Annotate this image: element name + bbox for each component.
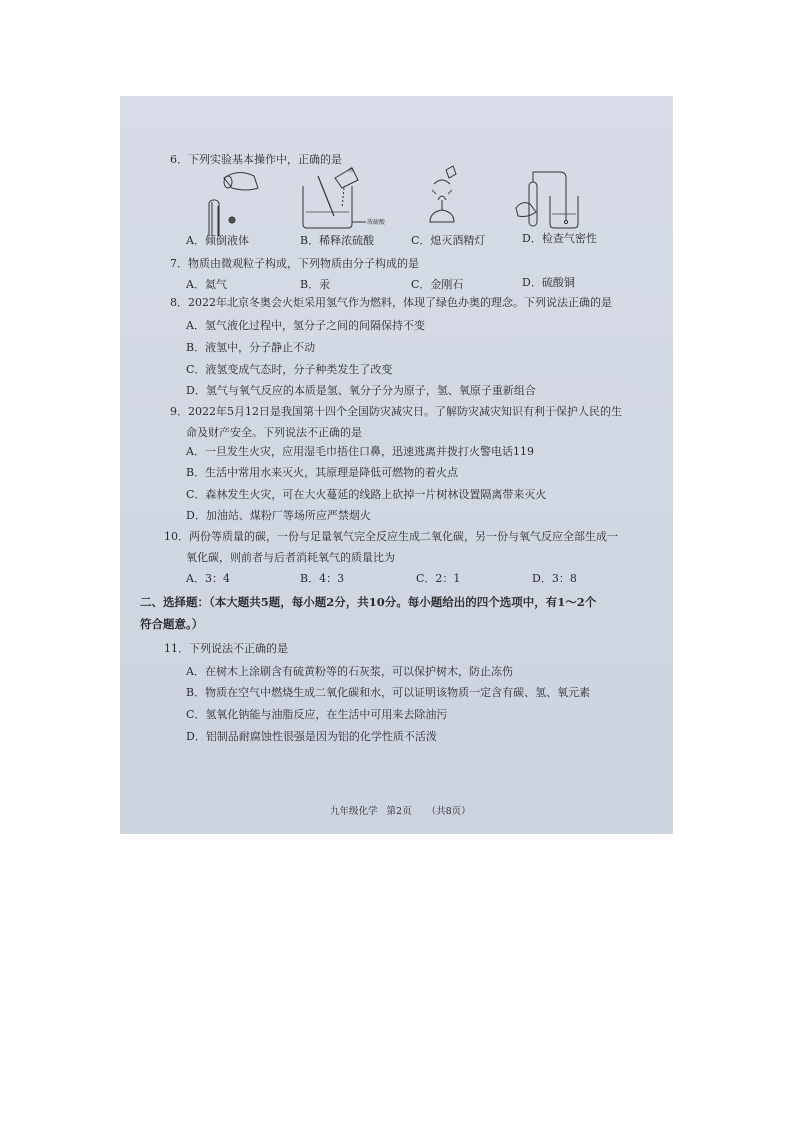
q10-option-c: C．2：1 bbox=[416, 572, 461, 585]
q9-stem-line2: 命及财产安全。下列说法不正确的是 bbox=[186, 426, 362, 439]
q10-stem-line2: 氧化碳，则前者与后者消耗氧气的质量比为 bbox=[186, 551, 395, 564]
q8-stem: 8．2022年北京冬奥会火炬采用氢气作为燃料，体现了绿色办奥的理念。下列说法正确的是 bbox=[170, 296, 612, 309]
q8-option-a: A．氢气液化过程中，氢分子之间的间隔保持不变 bbox=[186, 319, 425, 332]
q10-option-b: B．4：3 bbox=[300, 572, 345, 585]
q8-option-d: D．氢气与氧气反应的本质是氢、氧分子分为原子，氢、氧原子重新组合 bbox=[186, 384, 536, 397]
footer-total: （共8页） bbox=[426, 806, 471, 817]
q7-option-d: D．硫酸铜 bbox=[522, 276, 575, 289]
fig-label-acid: 浓硫酸 bbox=[367, 219, 386, 226]
q7-option-a: A．氦气 bbox=[186, 278, 227, 291]
q10-option-a: A．3：4 bbox=[186, 572, 230, 585]
section2-heading-line1: 二、选择题：（本大题共5题，每小题2分，共10分。每小题给出的四个选项中，有1～2个 bbox=[140, 595, 597, 609]
q11-option-b: B．物质在空气中燃烧生成二氧化碳和水，可以证明该物质一定含有碳、氢、氧元素 bbox=[186, 686, 591, 699]
figure-airtightness bbox=[516, 172, 578, 228]
q11-option-d: D．铝制品耐腐蚀性很强是因为铝的化学性质不活泼 bbox=[186, 730, 437, 743]
figure-alcohol-lamp bbox=[430, 166, 456, 222]
q9-option-d: D．加油站、煤粉厂等场所应严禁烟火 bbox=[186, 509, 371, 522]
q10-option-d: D．3：8 bbox=[532, 572, 577, 585]
footer-page: 第2页 bbox=[386, 806, 412, 817]
footer-grade-subject: 九年级化学 bbox=[330, 806, 378, 817]
q6-stem: 6．下列实验基本操作中，正确的是 bbox=[170, 153, 342, 166]
q6-option-d: D．检查气密性 bbox=[522, 232, 597, 245]
q9-option-c: C．森林发生火灾，可在大火蔓延的线路上砍掉一片树林设置隔离带来灭火 bbox=[186, 488, 547, 501]
q7-option-b: B．汞 bbox=[300, 278, 331, 291]
fig-label-water: 水 bbox=[348, 167, 355, 174]
exam-sheet bbox=[120, 96, 673, 834]
photographed-page bbox=[120, 96, 673, 834]
footer bbox=[330, 806, 471, 818]
figure-diluting-acid bbox=[303, 168, 366, 228]
q10-stem-line1: 10．两份等质量的碳，一份与足量氧气完全反应生成二氧化碳，另一份与氧气反应全部生成一 bbox=[164, 530, 618, 543]
figure-pouring-liquid bbox=[209, 172, 258, 236]
q6-option-c: C．熄灭酒精灯 bbox=[411, 234, 486, 247]
q9-option-b: B．生活中常用水来灭火，其原理是降低可燃物的着火点 bbox=[186, 466, 459, 479]
q9-option-a: A．一旦发生火灾，应用湿毛巾捂住口鼻，迅速逃离并拨打火警电话119 bbox=[186, 445, 534, 458]
q7-option-c: C．金刚石 bbox=[411, 278, 464, 291]
q6-apparatus-figures bbox=[120, 96, 673, 236]
q9-stem-line1: 9．2022年5月12日是我国第十四个全国防灾减灾日。了解防灾减灾知识有利于保护人民的生 bbox=[170, 405, 622, 418]
q8-option-c: C．液氢变成气态时，分子种类发生了改变 bbox=[186, 363, 393, 376]
q11-option-a: A．在树木上涂刷含有硫黄粉等的石灰浆，可以保护树木，防止冻伤 bbox=[186, 665, 513, 678]
q6-option-a: A．倾倒液体 bbox=[186, 234, 249, 247]
q8-option-b: B．液氢中，分子静止不动 bbox=[186, 341, 316, 354]
section2-heading-line2: 符合题意。） bbox=[140, 617, 204, 631]
q7-stem: 7．物质由微观粒子构成，下列物质由分子构成的是 bbox=[170, 257, 419, 270]
q11-option-c: C．氢氧化钠能与油脂反应，在生活中可用来去除油污 bbox=[186, 708, 448, 721]
q11-stem: 11．下列说法不正确的是 bbox=[164, 642, 288, 655]
q6-option-b: B．稀释浓硫酸 bbox=[300, 234, 375, 247]
